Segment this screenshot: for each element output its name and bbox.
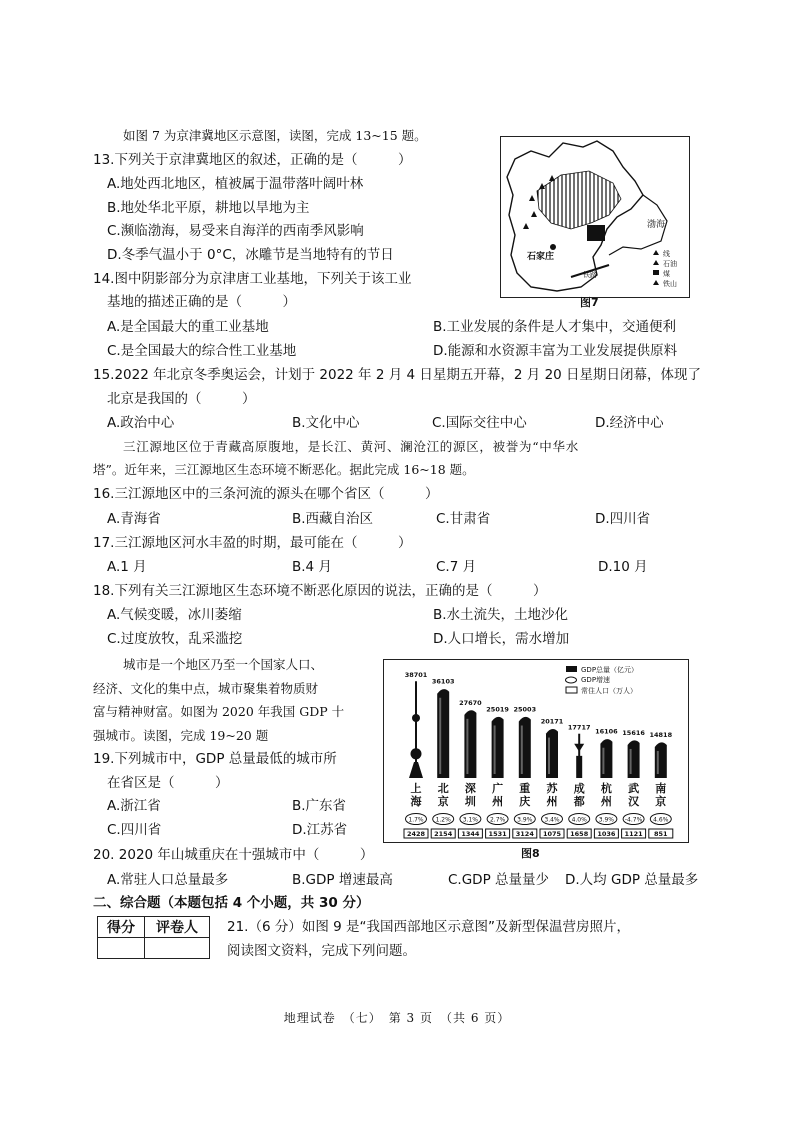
intro-16-18-line1: 三江源地区位于青藏高原腹地，是长江、黄河、澜沧江的源区，被誉为“中华水 xyxy=(123,439,579,454)
city-label-bottom: 京 xyxy=(655,795,667,808)
population-label: 851 xyxy=(654,830,668,838)
svg-text:线: 线 xyxy=(663,250,670,258)
population-label: 1121 xyxy=(624,830,643,838)
gdp-bar xyxy=(437,689,449,778)
intro-13-15: 如图 7 为京津冀地区示意图，读图，完成 13~15 题。 xyxy=(123,128,427,143)
svg-text:煤: 煤 xyxy=(663,270,670,278)
q14-option-d[interactable]: D.能源和水资源丰富为工业发展提供原料 xyxy=(433,343,678,359)
legend-pop-swatch xyxy=(566,687,577,693)
q19-option-d[interactable]: D.江苏省 xyxy=(292,822,348,838)
q18-option-c[interactable]: C.过度放牧，乱采滥挖 xyxy=(107,631,243,647)
gdp-bar xyxy=(655,742,667,778)
city-label-top: 上 xyxy=(410,782,422,795)
fig7-legend xyxy=(653,249,677,288)
q20-stem: 20. 2020 年山城重庆在十强城市中（ ） xyxy=(93,847,374,863)
gdp-bar-sphere xyxy=(411,748,422,759)
growth-label: 1.2% xyxy=(435,816,451,824)
city-label-bottom: 州 xyxy=(600,795,612,808)
figure-8-caption: 图8 xyxy=(521,847,540,860)
growth-label: 3.9% xyxy=(598,816,615,824)
score-table xyxy=(97,916,210,959)
q14-option-c[interactable]: C.是全国最大的综合性工业基地 xyxy=(107,343,297,359)
q18-option-b[interactable]: B.水土流失，土地沙化 xyxy=(433,607,569,623)
gdp-bar-highlight xyxy=(602,748,604,774)
gdp-value-label: 16106 xyxy=(595,727,618,736)
q16-option-a[interactable]: A.青海省 xyxy=(107,511,161,527)
q17-option-a[interactable]: A.1 月 xyxy=(107,559,147,575)
q13-stem: 13.下列关于京津冀地区的叙述，正确的是（ ） xyxy=(93,152,412,168)
growth-label: 1.7% xyxy=(408,816,424,824)
fig7-black-block xyxy=(587,225,605,241)
city-label-bottom: 庆 xyxy=(519,795,531,808)
gdp-value-label: 14818 xyxy=(649,730,673,739)
legend-pop-label: 常住人口（万人） xyxy=(581,687,637,695)
svg-text:铁山: 铁山 xyxy=(663,280,677,288)
q20-option-d[interactable]: D.人均 GDP 总量最多 xyxy=(565,872,699,888)
population-label: 1075 xyxy=(542,830,562,838)
q19-stem-line2: 在省区是（ ） xyxy=(107,775,229,791)
bohai-label: 渤海 xyxy=(647,220,666,230)
q15-option-b[interactable]: B.文化中心 xyxy=(292,415,360,431)
q20-option-b[interactable]: B.GDP 增速最高 xyxy=(292,872,393,888)
gdp-bar-highlight xyxy=(466,719,468,774)
q19-option-c[interactable]: C.四川省 xyxy=(107,822,162,838)
gdp-bar-base xyxy=(409,762,423,778)
gdp-value-label: 17717 xyxy=(567,723,591,732)
gdp-bar-highlight xyxy=(439,698,441,774)
city-label-top: 重 xyxy=(519,782,531,795)
q13-option-b[interactable]: B.地处华北平原，耕地以旱地为主 xyxy=(107,200,310,216)
legend-growth-label: GDP增速 xyxy=(581,676,611,684)
gdp-bar-highlight xyxy=(657,751,659,774)
intro-19-20-line3: 富与精神财富。如图为 2020 年我国 GDP 十 xyxy=(93,704,345,719)
population-label: 1036 xyxy=(597,830,616,838)
gdp-bar xyxy=(628,740,640,778)
gdp-value-label: 27670 xyxy=(459,698,482,707)
growth-label: 3.1% xyxy=(462,816,479,824)
gdp-value-label: 20171 xyxy=(540,717,564,726)
growth-label: 4.6% xyxy=(653,816,669,824)
gdp-value-label: 15616 xyxy=(622,728,645,737)
q14-option-a[interactable]: A.是全国最大的重工业基地 xyxy=(107,319,269,335)
q20-option-c[interactable]: C.GDP 总量量少 xyxy=(448,872,550,888)
q15-stem-line1: 15.2022 年北京冬季奥运会，计划于 2022 年 2 月 4 日星期五开幕，2 月 20 日星期日闭幕，体现了 xyxy=(93,367,702,383)
page-footer: 地理试卷 （七） 第 3 页 （共 6 页） xyxy=(283,1011,511,1025)
q13-option-d[interactable]: D.冬季气温小于 0°C，冰雕节是当地特有的节日 xyxy=(107,247,394,263)
q20-option-a[interactable]: A.常驻人口总量最多 xyxy=(107,872,229,888)
figure-7-caption: 图7 xyxy=(580,296,599,309)
city-label-top: 深 xyxy=(464,782,476,795)
growth-label: 4.0% xyxy=(571,816,587,824)
reviewer-cell[interactable] xyxy=(145,938,210,959)
city-label-bottom: 都 xyxy=(573,795,585,808)
q17-option-b[interactable]: B.4 月 xyxy=(292,559,332,575)
industrial-base-shading xyxy=(537,171,621,229)
city-label-bottom: 汉 xyxy=(628,795,640,808)
growth-label: 2.7% xyxy=(489,816,506,824)
intro-19-20-line1: 城市是一个地区乃至一个国家人口、 xyxy=(123,657,324,672)
intro-19-20-line2: 经济、文化的集中点，城市聚集着物质财 xyxy=(93,681,319,696)
growth-label: 3.4% xyxy=(544,816,560,824)
gdp-bar-highlight xyxy=(521,725,523,774)
growth-label: 3.9% xyxy=(517,816,533,824)
city-label-bottom: 海 xyxy=(410,795,422,808)
q19-option-a[interactable]: A.浙江省 xyxy=(107,798,161,814)
city-label-top: 广 xyxy=(492,782,504,795)
gdp-bar-body xyxy=(576,756,582,778)
gdp-bar xyxy=(600,739,612,778)
population-label: 1344 xyxy=(461,830,480,838)
q19-option-b[interactable]: B.广东省 xyxy=(292,798,347,814)
gdp-bar-top xyxy=(574,744,584,752)
population-label: 2428 xyxy=(406,830,426,838)
section-2-heading: 二、综合题（本题包括 4 个小题，共 30 分） xyxy=(93,895,370,911)
q16-option-c[interactable]: C.甘肃省 xyxy=(436,511,491,527)
q16-option-b[interactable]: B.西藏自治区 xyxy=(292,511,374,527)
city-label-top: 成 xyxy=(573,782,585,795)
jingjinji-map xyxy=(501,137,689,297)
shijiazhuang-dot xyxy=(550,244,556,250)
figure-7-map xyxy=(500,136,690,298)
fig7-rail-label: 铁路 xyxy=(583,271,597,279)
q19-stem-line1: 19.下列城市中，GDP 总量最低的城市所 xyxy=(93,751,337,767)
q21-line2: 阅读图文资料，完成下列问题。 xyxy=(227,943,416,959)
gdp-bar-sphere xyxy=(412,714,420,722)
q18-option-d[interactable]: D.人口增长，需水增加 xyxy=(433,631,570,647)
gdp-value-label: 36103 xyxy=(431,677,455,686)
q17-option-c[interactable]: C.7 月 xyxy=(436,559,477,575)
city-label-bottom: 州 xyxy=(492,795,504,808)
legend-gdp-label: GDP总量（亿元） xyxy=(581,666,639,674)
gdp-value-label: 25019 xyxy=(486,705,509,714)
gdp-value-label: 38701 xyxy=(404,671,428,680)
gdp-bar xyxy=(546,729,558,778)
population-label: 3124 xyxy=(515,830,534,838)
city-label-top: 苏 xyxy=(546,782,558,795)
city-label-top: 南 xyxy=(655,782,667,795)
legend-gdp-swatch xyxy=(566,666,577,672)
svg-text:石油: 石油 xyxy=(663,260,677,268)
city-label-top: 武 xyxy=(628,782,640,795)
shijiazhuang-label: 石家庄 xyxy=(527,252,555,262)
legend-growth-swatch xyxy=(566,677,577,683)
score-cell[interactable] xyxy=(98,938,145,959)
q15-option-c[interactable]: C.国际交往中心 xyxy=(432,415,527,431)
intro-19-20-line4: 强城市。读图，完成 19~20 题 xyxy=(93,728,269,743)
gdp-bar-highlight xyxy=(548,738,550,774)
q15-option-d[interactable]: D.经济中心 xyxy=(595,415,664,431)
population-label: 2154 xyxy=(434,830,453,838)
gdp-bar xyxy=(464,710,476,778)
q18-stem: 18.下列有关三江源地区生态环境不断恶化原因的说法，正确的是（ ） xyxy=(93,583,547,599)
gdp-value-label: 25003 xyxy=(513,705,537,714)
population-label: 1658 xyxy=(570,830,589,838)
q15-stem-line2: 北京是我国的（ ） xyxy=(107,391,256,407)
q18-option-a[interactable]: A.气候变暖，冰川萎缩 xyxy=(107,607,242,623)
city-label-bottom: 圳 xyxy=(464,795,476,808)
chart-legend xyxy=(566,665,639,695)
growth-label: -4.7% xyxy=(624,816,643,824)
q16-option-d[interactable]: D.四川省 xyxy=(595,511,651,527)
figure-8-chart xyxy=(383,659,689,843)
city-label-top: 杭 xyxy=(600,782,612,795)
city-label-top: 北 xyxy=(437,782,449,795)
gdp-bar xyxy=(492,717,504,778)
q14-option-b[interactable]: B.工业发展的条件是人才集中，交通便利 xyxy=(433,319,677,335)
gdp-chart-svg xyxy=(384,660,688,842)
q21-line1: 21.（6 分）如图 9 是“我国西部地区示意图”及新型保温营房照片， xyxy=(227,919,631,935)
population-label: 1531 xyxy=(488,830,507,838)
q16-stem: 16.三江源地区中的三条河流的源头在哪个省区（ ） xyxy=(93,486,439,502)
q13-option-a[interactable]: A.地处西北地区，植被属于温带落叶阔叶林 xyxy=(107,176,364,192)
score-header: 得分 xyxy=(98,917,145,938)
gdp-bar xyxy=(519,717,531,778)
reviewer-header: 评卷人 xyxy=(145,917,210,938)
q14-stem-line1: 14.图中阴影部分为京津唐工业基地，下列关于该工业 xyxy=(93,271,412,287)
gdp-bar-highlight xyxy=(494,725,496,774)
city-label-bottom: 州 xyxy=(546,795,558,808)
q15-option-a[interactable]: A.政治中心 xyxy=(107,415,175,431)
city-label-bottom: 京 xyxy=(437,795,449,808)
q14-stem-line2: 基地的描述正确的是（ ） xyxy=(107,294,296,310)
q13-option-c[interactable]: C.濒临渤海，易受来自海洋的西南季风影响 xyxy=(107,223,364,239)
q17-stem: 17.三江源地区河水丰盈的时期，最可能在（ ） xyxy=(93,535,412,551)
gdp-bar-highlight xyxy=(630,749,632,774)
intro-16-18-line2: 塔”。近年来，三江源地区生态环境不断恶化。据此完成 16~18 题。 xyxy=(93,462,475,477)
q17-option-d[interactable]: D.10 月 xyxy=(598,559,648,575)
